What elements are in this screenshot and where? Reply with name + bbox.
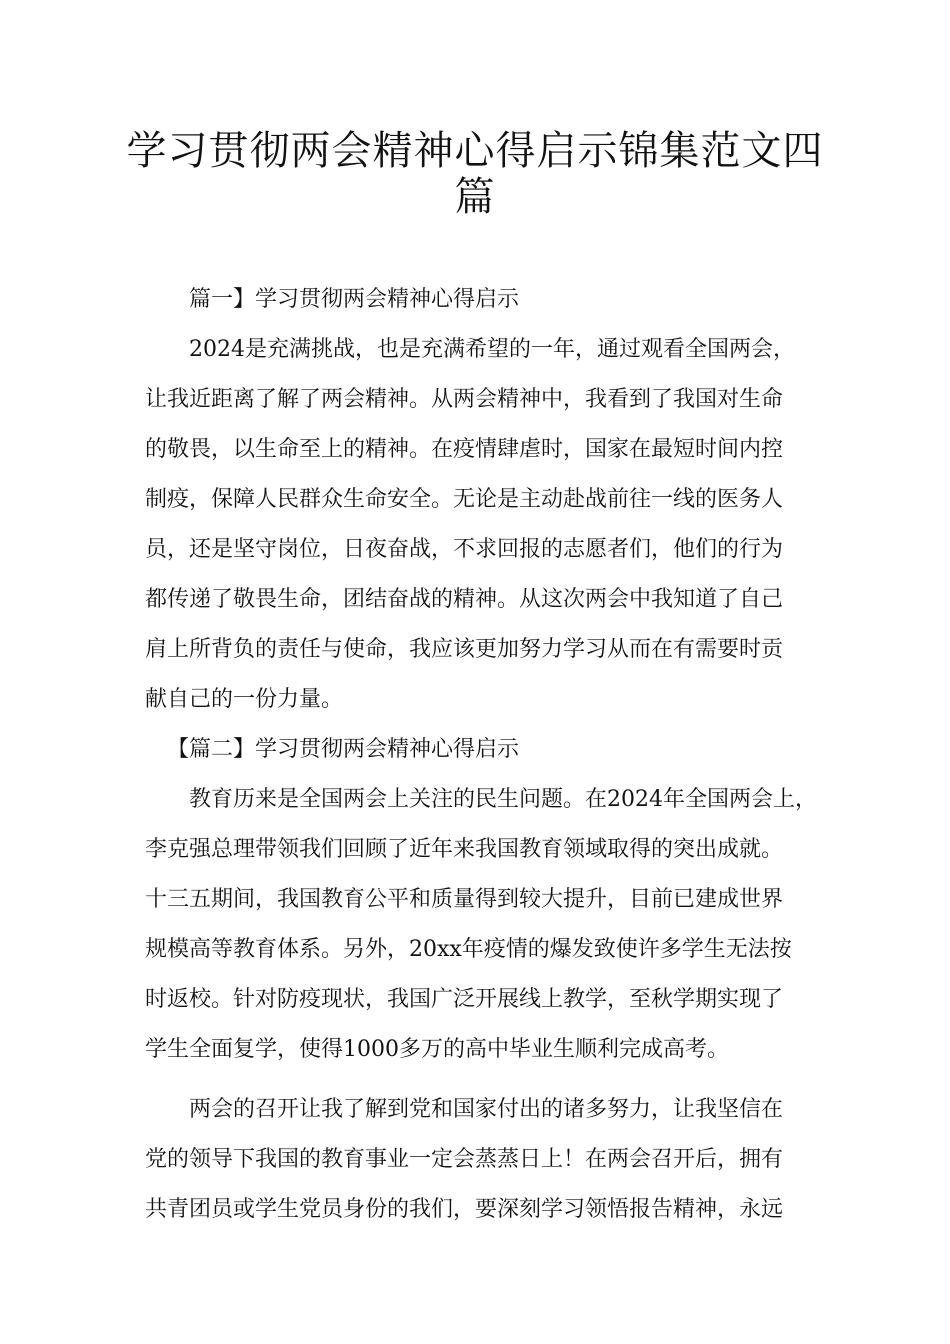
paragraph-line: 员，还是坚守岗位，日夜奋战，不求回报的志愿者们，他们的行为 — [145, 537, 784, 562]
paragraph-line: 的敬畏，以生命至上的精神。在疫情肆虐时，国家在最短时间内控 — [145, 437, 784, 462]
paragraph-line: 2024是充满挑战，也是充满希望的一年，通过观看全国两会， — [189, 337, 795, 362]
paragraph-line: 时返校。针对防疫现状，我国广泛开展线上教学，至秋学期实现了 — [145, 987, 784, 1012]
title-line-1: 学习贯彻两会精神心得启示锦集范文四 — [126, 128, 824, 174]
title-line-2: 篇 — [454, 174, 496, 220]
paragraph-line: 共青团员或学生党员身份的我们，要深刻学习领悟报告精神，永远 — [145, 1197, 784, 1222]
paragraph-line: 规模高等教育体系。另外，20xx年疫情的爆发致使许多学生无法按 — [145, 937, 792, 962]
document-body — [145, 282, 835, 1242]
section-heading-1: 篇一】学习贯彻两会精神心得启示 — [189, 287, 520, 312]
paragraph-line: 教育历来是全国两会上关注的民生问题。在2024年全国两会上， — [189, 787, 817, 812]
paragraph-line: 让我近距离了解了两会精神。从两会精神中，我看到了我国对生命 — [145, 387, 784, 412]
section-heading-2: 【篇二】学习贯彻两会精神心得启示 — [167, 737, 520, 762]
document-title — [100, 128, 850, 220]
paragraph-line: 肩上所背负的责任与使命，我应该更加努力学习从而在有需要时贡 — [145, 637, 784, 662]
paragraph-line: 十三五期间，我国教育公平和质量得到较大提升，目前已建成世界 — [145, 887, 784, 912]
paragraph-line: 献自己的一份力量。 — [145, 687, 344, 712]
paragraph-line: 李克强总理带领我们回顾了近年来我国教育领域取得的突出成就。 — [145, 837, 784, 862]
paragraph-line: 党的领导下我国的教育事业一定会蒸蒸日上！在两会召开后，拥有 — [145, 1147, 784, 1172]
paragraph-line: 学生全面复学，使得1000多万的高中毕业生顺利完成高考。 — [145, 1037, 729, 1062]
paragraph-line: 两会的召开让我了解到党和国家付出的诸多努力，让我坚信在 — [189, 1097, 784, 1122]
paragraph-line: 都传递了敬畏生命，团结奋战的精神。从这次两会中我知道了自己 — [145, 587, 784, 612]
paragraph-line: 制疫，保障人民群众生命安全。无论是主动赴战前往一线的医务人 — [145, 487, 784, 512]
